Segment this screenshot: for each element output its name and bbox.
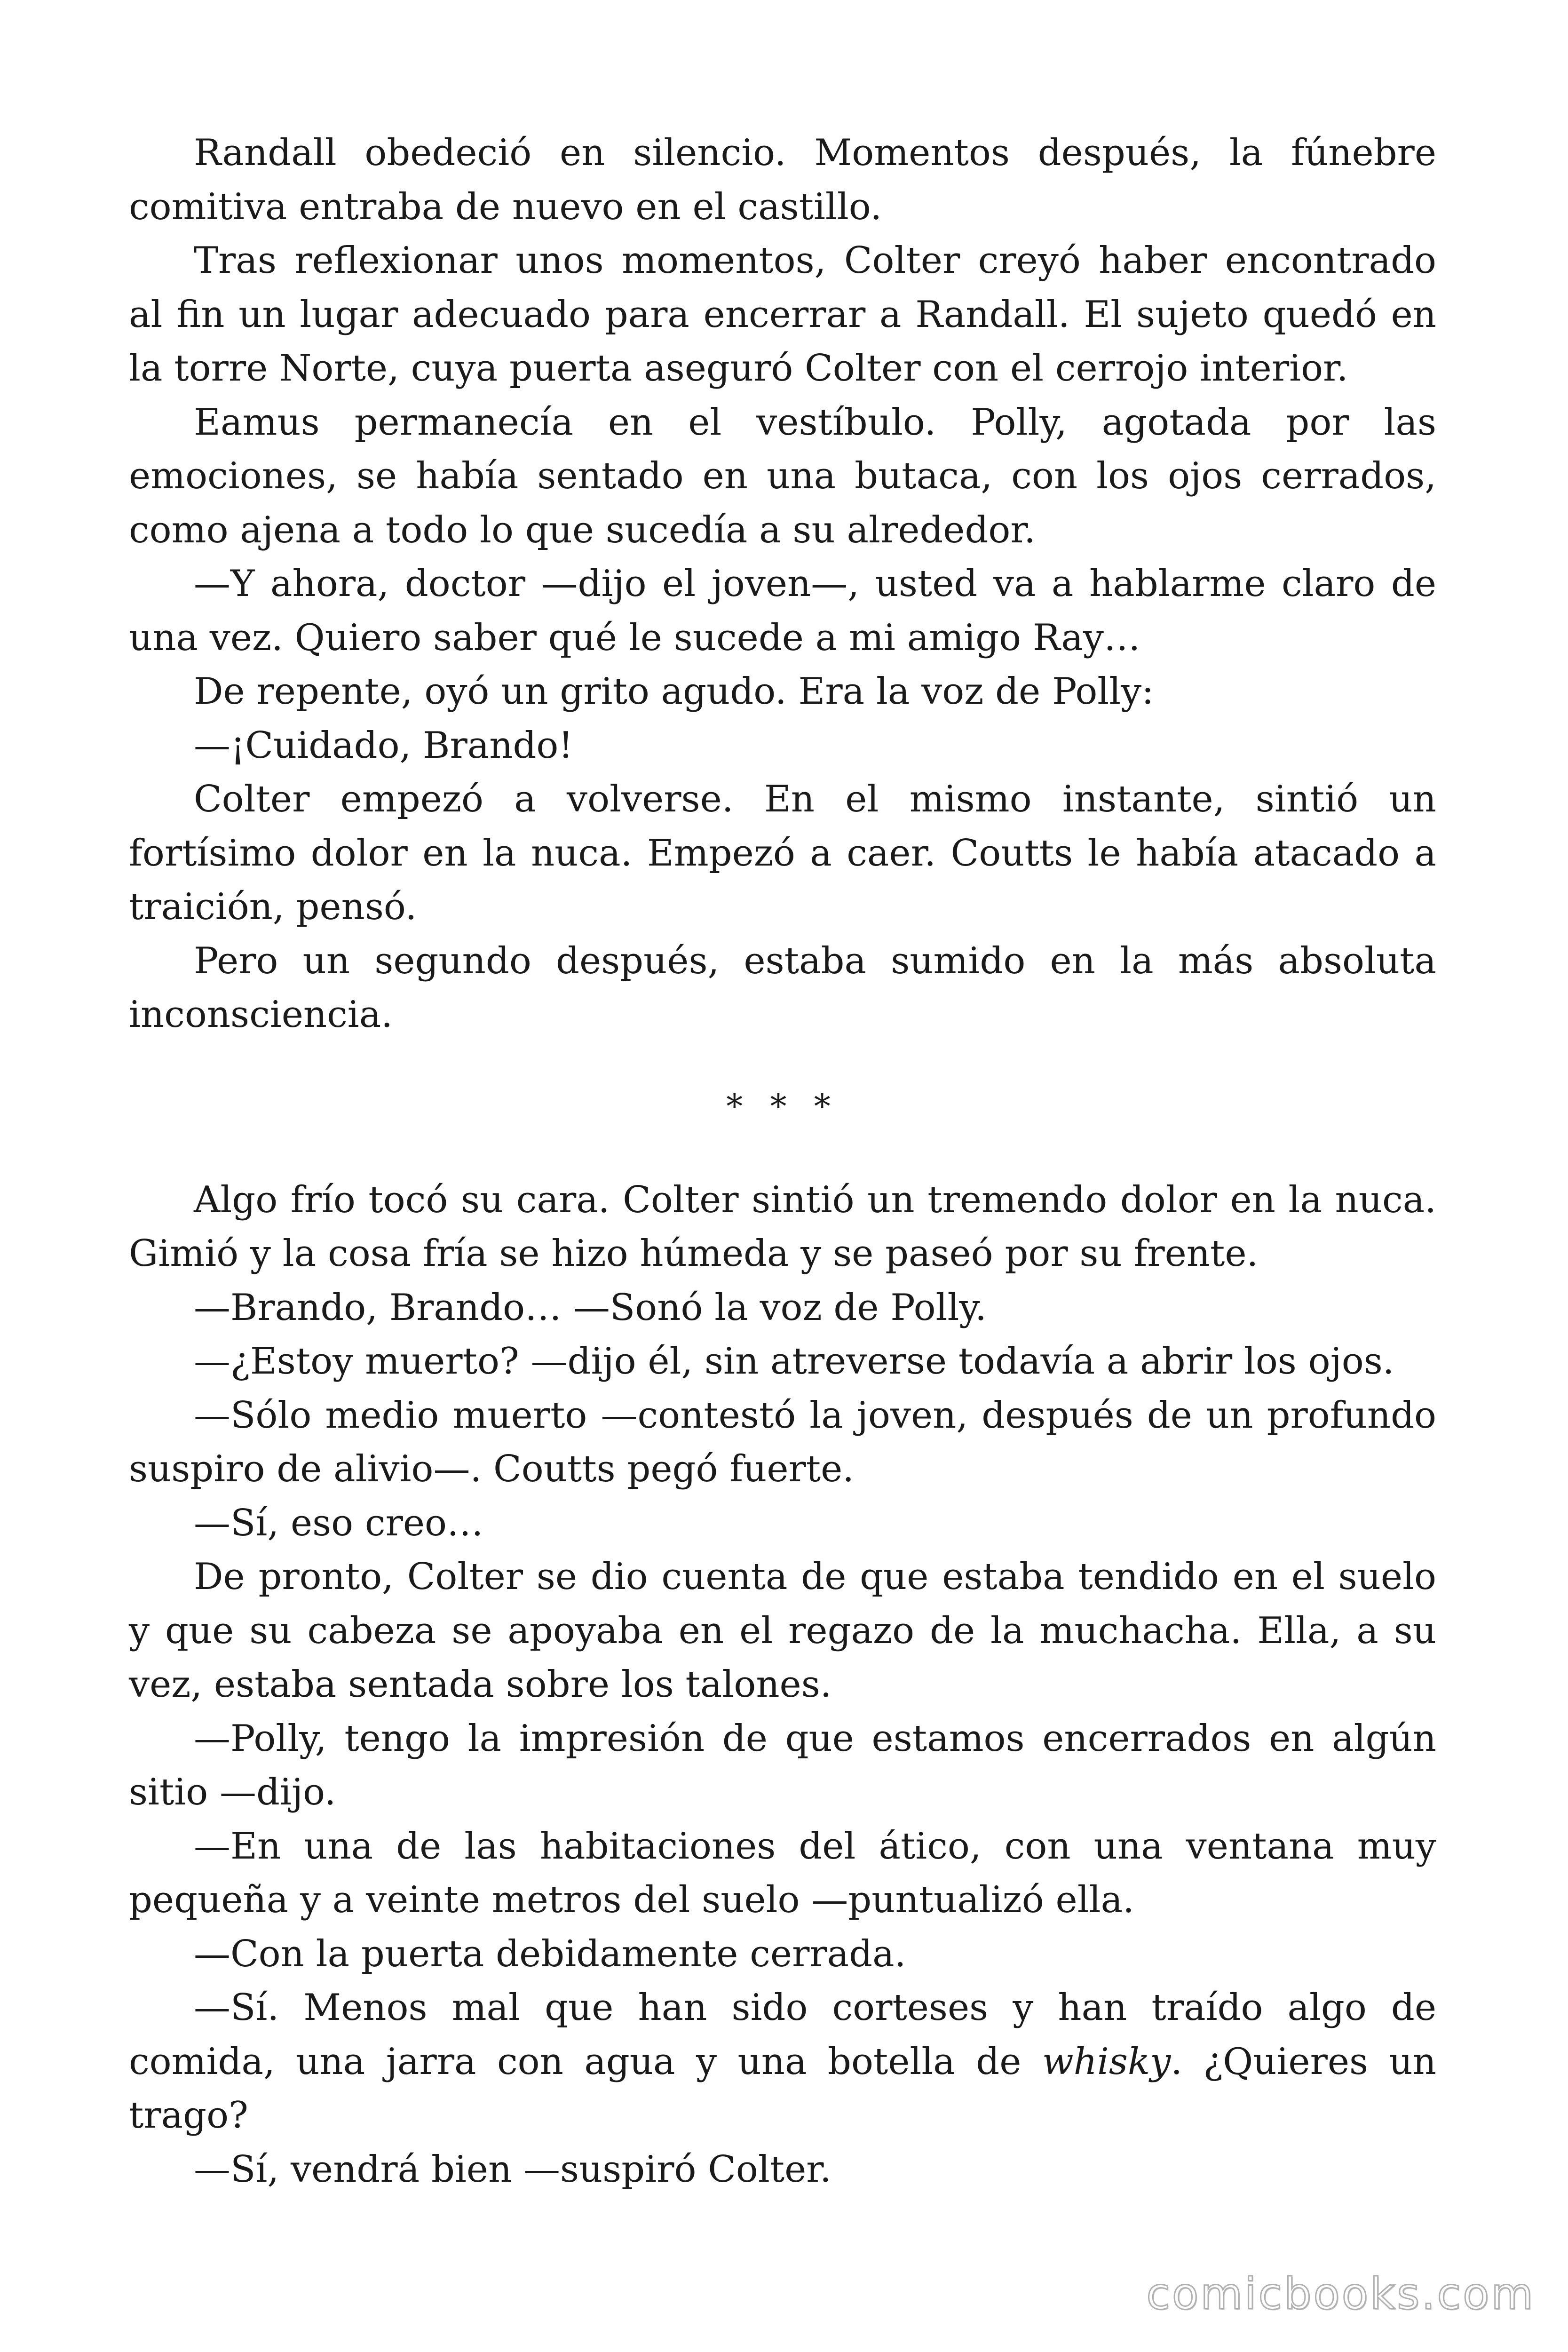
paragraph: Algo frío tocó su cara. Colter sintió un tremendo dolor en la nuca. Gimió y la cosa fría se hizo húmeda y se paseó por su frente. — [129, 1178, 1436, 1275]
paragraph: —En una de las habitaciones del ático, con una ventana muy pequeña y a veinte metros del suelo —puntualizó ella. — [129, 1825, 1436, 1921]
paragraph-text: . ¿Quieres un trago? — [129, 2040, 1437, 2137]
paragraph: —Sí, vendrá bien —suspiró Colter. — [194, 2148, 832, 2191]
paragraph: —¡Cuidado, Brando! — [194, 724, 573, 767]
paragraph: —Y ahora, doctor —dijo el joven—, usted va a hablarme claro de una vez. Quiero saber qué le sucede a mi amigo Ray… — [129, 563, 1436, 659]
paragraph: De repente, oyó un grito agudo. Era la voz de Polly: — [194, 670, 1154, 713]
paragraph: —Sí, eso creo… — [194, 1502, 484, 1544]
paragraph: —Brando, Brando… —Sonó la voz de Polly. — [194, 1286, 987, 1329]
book-page-text — [129, 126, 1436, 2196]
paragraph: —Polly, tengo la impresión de que estamos encerrados en algún sitio —dijo. — [129, 1717, 1436, 1813]
paragraph: Colter empezó a volverse. En el mismo instante, sintió un fortísimo dolor en la nuca. Empezó a caer. Coutts le había atacado a traición, pensó. — [129, 778, 1436, 928]
scene-break: * * * — [726, 1087, 839, 1126]
paragraph: —¿Estoy muerto? —dijo él, sin atreverse todavía a abrir los ojos. — [194, 1340, 1394, 1383]
paragraph: Pero un segundo después, estaba sumido en la más absoluta inconsciencia. — [129, 939, 1436, 1036]
watermark: comicbooks.com — [1146, 2269, 1535, 2319]
italic-word: whisky — [1042, 2040, 1171, 2083]
paragraph: De pronto, Colter se dio cuenta de que estaba tendido en el suelo y que su cabeza se apoyaba en el regazo de la muchacha. Ella, a su vez, estaba sentada sobre los talones. — [129, 1556, 1436, 1706]
paragraph: —Con la puerta debidamente cerrada. — [194, 1932, 906, 1975]
paragraph-text: —Sí. Menos mal que han sido corteses y han traído algo de comida, una jarra con agua y una botella de — [129, 1986, 1436, 2083]
paragraph: Randall obedeció en silencio. Momentos después, la fúnebre comitiva entraba de nuevo en el castillo. — [129, 132, 1436, 228]
paragraph: Eamus permanecía en el vestíbulo. Polly, agotada por las emociones, se había sentado en una butaca, con los ojos cerrados, como ajena a todo lo que sucedía a su alrededor. — [129, 401, 1436, 551]
paragraph: Tras reflexionar unos momentos, Colter creyó haber encontrado al fin un lugar adecuado para encerrar a Randall. El sujeto quedó en la torre Norte, cuya puerta aseguró Colter con el cerrojo interior. — [129, 239, 1436, 389]
paragraph — [129, 1981, 1436, 2143]
paragraph: —Sólo medio muerto —contestó la joven, después de un profundo suspiro de alivio—. Coutts pegó fuerte. — [129, 1394, 1436, 1490]
